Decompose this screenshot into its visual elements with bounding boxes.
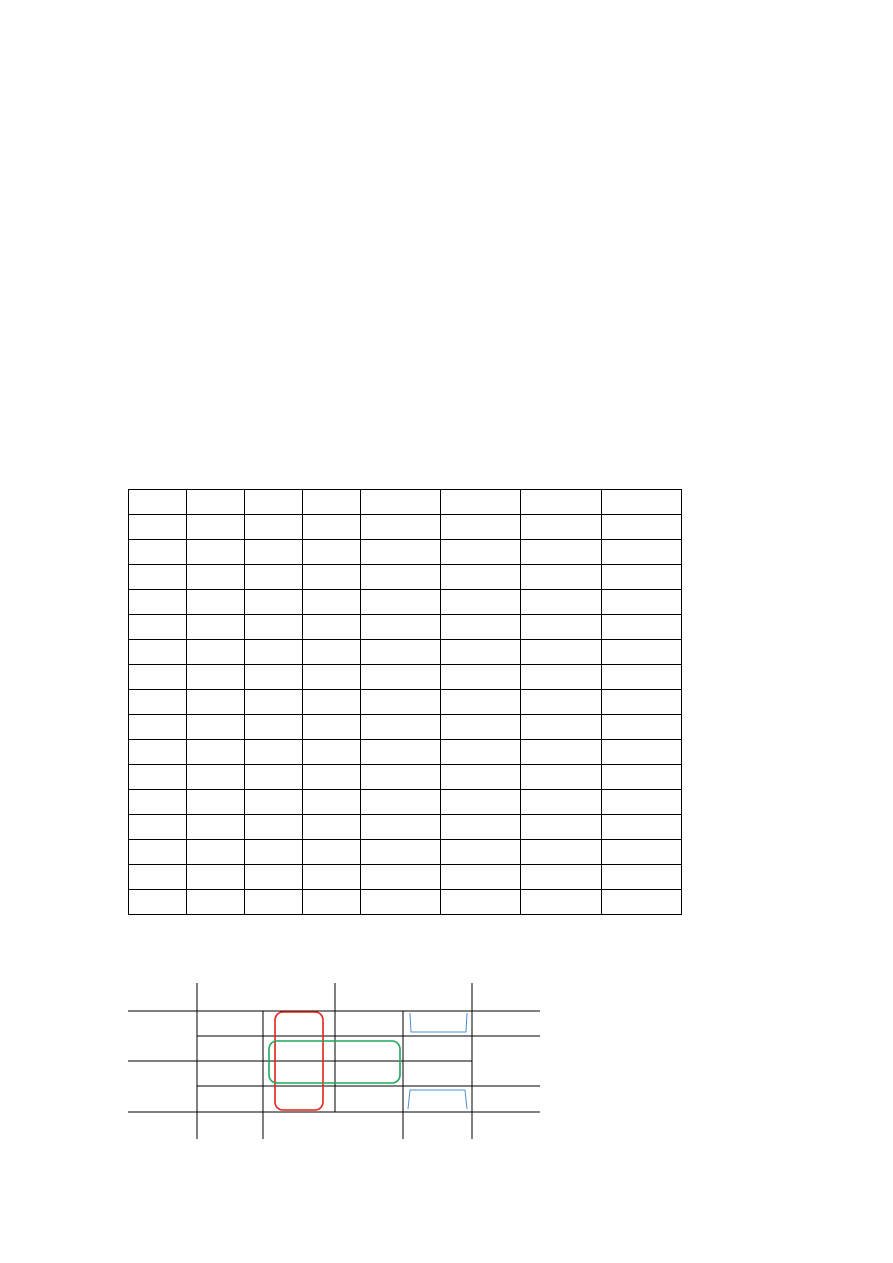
table-cell [187,715,245,740]
vertical-group-highlight [275,1012,323,1110]
table-cell [521,865,602,890]
table-cell [129,665,187,690]
table-row [129,715,682,740]
table-cell [361,740,441,765]
pulse-mark-top [410,1013,467,1032]
table-cell [303,865,361,890]
table-cell [129,890,187,915]
table-cell [303,515,361,540]
table-cell [187,840,245,865]
horizontal-group-highlight [269,1041,400,1083]
table-cell [361,565,441,590]
table-cell [303,665,361,690]
table-cell [521,890,602,915]
table-cell [361,540,441,565]
table-cell [602,815,682,840]
table-cell [303,615,361,640]
table-cell [303,840,361,865]
table-cell [129,740,187,765]
table-cell [245,640,303,665]
table-cell [361,640,441,665]
table-cell [361,490,441,515]
table-cell [245,790,303,815]
table-cell [245,690,303,715]
table-cell [441,540,521,565]
table-cell [521,490,602,515]
table-cell [521,540,602,565]
table-cell [187,740,245,765]
table-cell [187,865,245,890]
table-cell [245,490,303,515]
table-cell [245,815,303,840]
table-cell [361,715,441,740]
table-cell [303,765,361,790]
table-cell [521,590,602,615]
table-cell [303,790,361,815]
table-cell [521,715,602,740]
table-cell [602,490,682,515]
table-cell [187,490,245,515]
table-cell [245,565,303,590]
table-cell [441,815,521,840]
table-cell [521,690,602,715]
table-cell [521,615,602,640]
table-cell [441,565,521,590]
table-cell [187,690,245,715]
table-cell [441,715,521,740]
table-cell [521,765,602,790]
table-cell [303,815,361,840]
table-cell [303,590,361,615]
table-cell [521,640,602,665]
table-cell [245,890,303,915]
table-cell [245,515,303,540]
table-cell [361,690,441,715]
table-cell [602,790,682,815]
table-cell [602,640,682,665]
table-cell [441,890,521,915]
table-cell [245,840,303,865]
table-cell [441,615,521,640]
table-row [129,790,682,815]
table-cell [602,665,682,690]
table-cell [361,790,441,815]
table-cell [129,865,187,890]
table-cell [129,565,187,590]
table-cell [521,790,602,815]
table-cell [602,515,682,540]
table-row [129,840,682,865]
table-cell [187,515,245,540]
table-row [129,740,682,765]
table-cell [129,765,187,790]
table-cell [521,840,602,865]
table-cell [129,790,187,815]
table-row [129,565,682,590]
table-cell [441,740,521,765]
table-cell [602,865,682,890]
table-cell [129,490,187,515]
table-cell [129,815,187,840]
table-cell [361,615,441,640]
table-cell [441,515,521,540]
table-cell [303,640,361,665]
table-cell [602,740,682,765]
table-cell [129,640,187,665]
table-row [129,765,682,790]
table-cell [303,890,361,915]
table-cell [303,690,361,715]
table-cell [441,665,521,690]
pulse-mark-bottom [408,1090,467,1109]
table-cell [303,565,361,590]
table-cell [521,565,602,590]
table-cell [129,540,187,565]
table-cell [602,565,682,590]
table-cell [361,865,441,890]
table-row [129,665,682,690]
table-cell [245,740,303,765]
table-cell [441,840,521,865]
table-cell [441,765,521,790]
table-row [129,490,682,515]
table-cell [129,715,187,740]
table-cell [441,640,521,665]
table-cell [441,590,521,615]
table-cell [361,515,441,540]
empty-grid-table [128,489,682,915]
table-cell [602,590,682,615]
table-cell [129,590,187,615]
table-cell [187,640,245,665]
table-row [129,615,682,640]
table-row [129,640,682,665]
table-cell [602,615,682,640]
table-cell [361,840,441,865]
table-cell [361,815,441,840]
table-cell [129,515,187,540]
table-cell [187,615,245,640]
table-cell [521,740,602,765]
table-row [129,890,682,915]
table-cell [187,565,245,590]
table-cell [245,590,303,615]
table-cell [245,540,303,565]
table-row [129,515,682,540]
table-cell [245,665,303,690]
table-cell [521,515,602,540]
table-cell [129,840,187,865]
table-cell [441,790,521,815]
table-cell [441,490,521,515]
table-cell [361,590,441,615]
table-cell [602,840,682,865]
table-cell [187,540,245,565]
table-cell [441,865,521,890]
table-cell [361,665,441,690]
table-row [129,865,682,890]
table-row [129,540,682,565]
table-cell [187,790,245,815]
table-cell [187,590,245,615]
table-cell [303,740,361,765]
table-cell [602,890,682,915]
table-cell [521,665,602,690]
table-cell [129,615,187,640]
table-cell [129,690,187,715]
table-cell [521,815,602,840]
table-cell [602,765,682,790]
table-row [129,590,682,615]
table-row [129,690,682,715]
table-cell [245,765,303,790]
table-cell [602,690,682,715]
table-cell [303,490,361,515]
table-cell [187,890,245,915]
table-cell [245,865,303,890]
table-cell [361,765,441,790]
table-cell [303,715,361,740]
table-cell [187,815,245,840]
table-cell [303,540,361,565]
table-cell [187,665,245,690]
table-cell [187,765,245,790]
table-cell [361,890,441,915]
table-cell [602,540,682,565]
table-cell [441,690,521,715]
table-row [129,815,682,840]
table-cell [245,615,303,640]
table-cell [245,715,303,740]
table-cell [602,715,682,740]
